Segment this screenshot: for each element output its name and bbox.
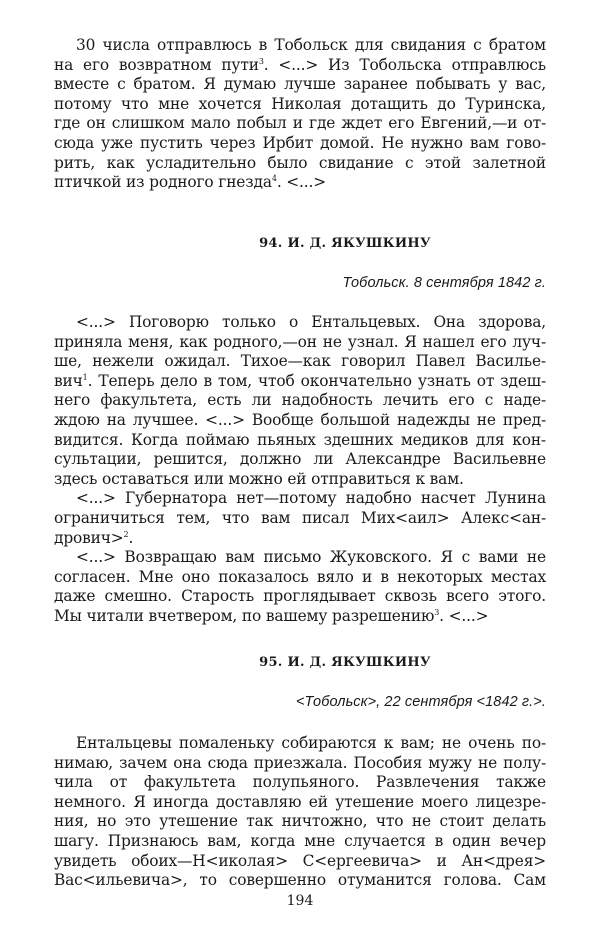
text-line [54,832,546,852]
text-line [54,372,546,392]
line-text: потому что мне хочется Николая дотащить до Туринска, [54,94,546,113]
text-line [54,114,546,134]
text-line [54,36,546,56]
text-line [54,470,546,490]
text-line [54,411,546,431]
footnote-marker: 4 [271,174,277,184]
text-line [54,568,546,588]
text-line [54,450,546,470]
text-line [54,529,546,549]
line-text: рить, как усладительно было свидание с этой залетной [54,153,546,172]
line-text: чила от факультета полупьяного. Развлечения также [54,773,546,792]
letter-95-body [54,734,546,891]
text-line [54,154,546,174]
letter-94-heading: 94. И. Д. ЯКУШКИНУ [259,236,431,251]
line-text: увидеть обоих—Н<иколая> С<ергеевича> и Ан<дрея> [54,851,546,870]
line-text: <...> Губернатора нет—потому надобно насчет Лунина [76,489,546,508]
line-text: сюда уже пустить через Ирбит домой. Не нужно вам гово- [54,133,546,152]
line-text: 30 числа отправлюсь в Тобольск для свидания с братом [76,36,546,54]
line-text: ограничиться тем, что вам писал Мих<аил> Алекс<ан- [54,508,546,527]
line-text: нимаю, зачем она сюда приезжала. Пособия мужу не полу- [54,753,546,772]
line-text: даже смешно. Старость проглядывает сквозь всего этого. [54,587,546,606]
line-text: птичкой из родного гнезда$^4$. <...> [54,173,327,192]
text-line [54,391,546,411]
text-line [54,607,546,627]
line-text: немного. Я иногда доставляю ей утешение моего лицезре- [54,792,546,811]
text-line [54,509,546,529]
line-text: сультации, решится, должно ли Александре Васильевне [54,450,546,469]
line-text: Ентальцевы помаленьку собираются к вам; не очень по- [76,734,546,752]
text-line [54,56,546,76]
line-text: дрович>$^2$. [54,528,134,547]
continuation-paragraph [54,36,546,193]
line-text: согласен. Мне оно показалось вяло и в некоторых местах [54,567,546,586]
text-line [54,333,546,353]
page-number: 194 [286,893,314,909]
footnote-marker: 3 [258,56,264,66]
line-text: шагу. Признаюсь вам, когда мне случается в один вечер [54,831,546,850]
text-line [54,812,546,832]
line-text: <...> Возвращаю вам письмо Жуковского. Я с вами не [76,548,546,567]
text-line [54,793,546,813]
footnote-marker: 1 [82,372,88,382]
text-line [54,548,546,568]
line-text: <...> Поговорю только о Ентальцевых. Она здорова, [76,313,546,331]
text-line [54,75,546,95]
line-text: ше, нежели ожидал. Тихое—как говорил Павел Василье- [54,352,546,371]
line-text: Мы читали вчетвером, по вашему разрешению$^3$. <...> [54,606,489,625]
line-text: на его возвратном пути$^3$. <...> Из Тобольска отправлюсь [54,55,546,74]
text-line [54,489,546,509]
line-text: приняла меня, как родного,—он не узнал. Я нашел его луч- [54,332,546,351]
text-line [54,95,546,115]
footnote-marker: 3 [434,607,440,617]
letter-95-dateline: <Тобольск>, 22 сентября <1842 г.>. [295,694,546,710]
text-line [54,734,546,754]
text-line [54,773,546,793]
text-line [54,134,546,154]
text-line [54,352,546,372]
text-line [54,754,546,774]
line-text: вместе с братом. Я думаю лучше заранее побывать у вас, [54,75,546,94]
line-text: него факультета, есть ли надобность лечить его с наде- [54,391,546,410]
line-text: ждою на лучшее. <...> Вообще большой надежды не пред- [54,410,546,429]
letter-95-heading: 95. И. Д. ЯКУШКИНУ [259,655,431,670]
footnote-marker: 2 [123,529,129,539]
line-text: Вас<ильевича>, то совершенно отуманится голова. Сам [54,871,546,890]
line-text: где он слишком мало побыл и где ждет его Евгений,—и от- [54,114,546,133]
text-line [54,313,546,333]
letter-94-body [54,313,546,627]
letter-94-dateline: Тобольск. 8 сентября 1842 г. [342,275,546,291]
line-text: вич$^1$. Теперь дело в том, чтоб окончательно узнать от здеш- [54,371,546,390]
text-line [54,173,546,193]
text-line [54,431,546,451]
text-line [54,871,546,891]
line-text: здесь оставаться или можно ей отправиться к вам. [54,469,464,488]
line-text: ния, но это утешение так ничтожно, что не стоит делать [54,812,546,831]
text-line [54,587,546,607]
text-line [54,852,546,872]
line-text: видится. Когда поймаю пьяных здешних медиков для кон- [54,430,546,449]
